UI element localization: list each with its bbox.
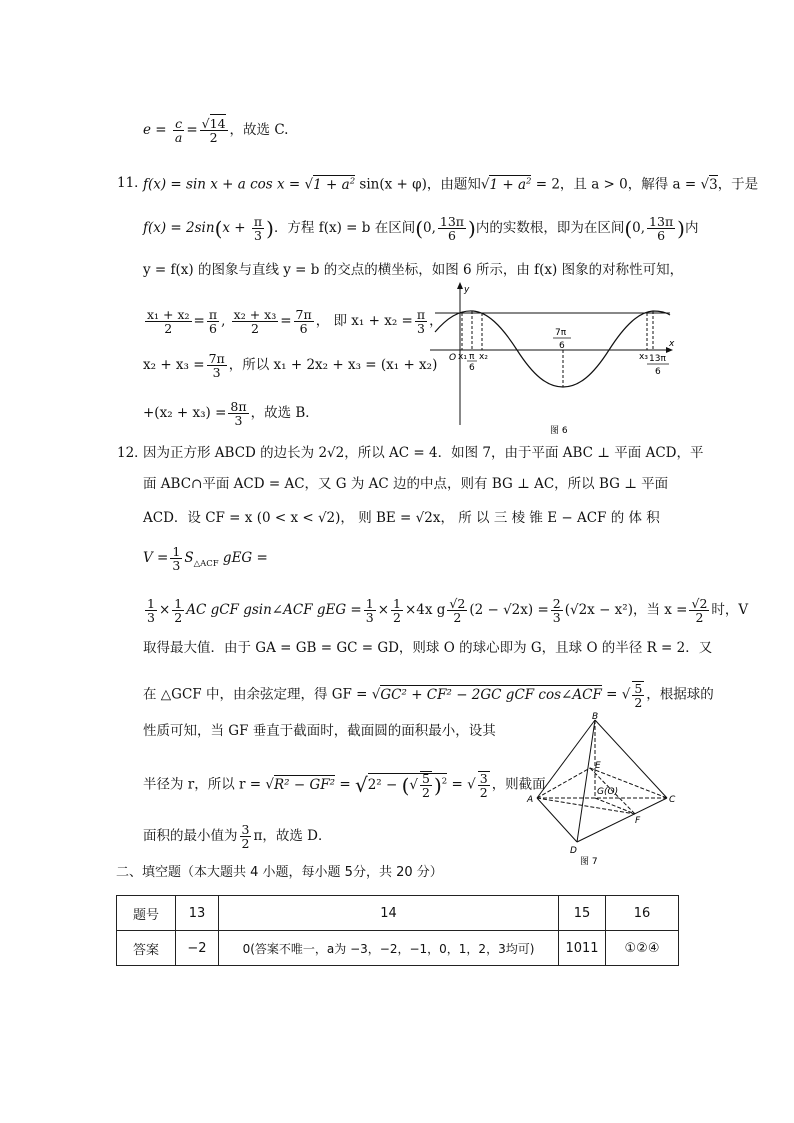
q12-line10 — [143, 823, 331, 850]
text: ， 即 x₁ + x₂ = — [315, 313, 413, 330]
denominator: 6 — [208, 321, 217, 337]
label-y: y — [464, 285, 470, 295]
text: x₂ + x₃ = — [143, 357, 205, 374]
label-F: F — [635, 816, 641, 826]
label-G: G(O) — [597, 787, 619, 797]
text: ， — [429, 313, 443, 330]
text: = — [193, 313, 205, 330]
text: f(x) = 2sin — [143, 220, 215, 237]
segment-GF — [595, 798, 635, 814]
radical: GC² + CF² − 2GC gCF cos∠ACF — [380, 686, 602, 703]
denominator: 2 — [241, 836, 250, 852]
text: 0, — [632, 220, 646, 237]
denominator: 2 — [422, 785, 430, 801]
figure-caption: 图 6 — [550, 426, 568, 436]
text: 0, — [423, 220, 436, 237]
label-E: E — [595, 761, 601, 771]
text: 内的实数根，即为在区间 — [475, 220, 625, 237]
numerator: 5 — [422, 771, 430, 786]
text: = — [335, 776, 355, 793]
numerator: 1 — [147, 596, 155, 611]
q12-line6: 取得最大值．由于 GA = GB = GC = GD，则球 O 的球心即为 G，且球 O 的半径 R = 2．又 — [143, 640, 713, 656]
fraction — [364, 597, 376, 624]
label-six3: 6 — [655, 367, 661, 377]
numerator: 1 — [172, 544, 181, 559]
label-C: C — [669, 795, 676, 805]
text: ，则截面 — [491, 776, 546, 793]
paren: ) — [468, 216, 476, 241]
section-title: 二、填空题（本大题共 4 小题，每小题 5分，共 20 分） — [116, 865, 443, 880]
table-cell: 1011 — [559, 931, 606, 966]
q12-line4 — [143, 545, 268, 572]
q12-line9: 半径为 r，所以 r = √R² − GF² = √2² − (√ $\frac{5}{2}$ )$^2$ = √ $\frac{3}{2}$ ，则截面 — [143, 771, 546, 801]
paren: ) — [677, 216, 685, 241]
radical: $1 + a^2$ — [313, 176, 356, 193]
text: +(x₂ + x₃) = — [143, 405, 227, 422]
numerator: x₁ + x₂ — [147, 307, 190, 322]
figure-caption: 图 7 — [580, 857, 598, 867]
text: sin(x + φ)，由题知 — [355, 176, 481, 193]
text: (√2x − x²)，当 x = — [564, 602, 688, 619]
text: x + — [222, 220, 250, 237]
paren: ( — [214, 216, 223, 241]
text: 面积的最小值为 — [143, 828, 238, 845]
text: gEG = — [218, 550, 268, 567]
fraction — [647, 215, 675, 242]
label-x1: x₁ — [458, 352, 467, 362]
label-13pi: 13π — [649, 354, 666, 364]
label-x: x — [669, 339, 675, 349]
denominator: 6 — [299, 321, 308, 337]
q12-line2: 面 ABC∩平面 ACD = AC，又 G 为 AC 边的中点，则有 BG ⊥ AC，所以 BG ⊥ 平面 — [143, 476, 669, 492]
numerator: 8π — [230, 399, 247, 414]
numerator: π — [208, 307, 218, 322]
fraction — [391, 597, 403, 624]
sine-curve — [435, 311, 670, 387]
table-cell: 16 — [606, 896, 679, 931]
numerator: √2 — [691, 596, 708, 611]
label-A: A — [527, 795, 534, 805]
text: , — [221, 313, 230, 330]
numerator: x₂ + x₃ — [233, 307, 277, 322]
label-six: 6 — [469, 363, 475, 373]
text: V = — [143, 550, 169, 567]
text: S — [184, 550, 194, 567]
fraction — [145, 597, 157, 624]
table-cell: 答案 — [117, 931, 176, 966]
line-eccentricity: e = $\frac{c}{a}$ = $\frac{√14}{2}$ ，故选 C. — [143, 116, 289, 146]
fraction — [145, 308, 192, 335]
segment-AF — [537, 798, 635, 814]
edge-AD — [537, 798, 577, 842]
numerator: c — [173, 117, 184, 131]
denominator: 2 — [209, 130, 218, 146]
q12-line7: 在 △GCF 中，由余弦定理，得 GF = √GC² + CF² − 2GC gCF cos∠ACF = √ $\frac{5}{2}$ ，根据球的 — [143, 681, 714, 711]
numerator: 2 — [552, 596, 561, 611]
figure-7 — [525, 710, 685, 870]
fraction — [207, 352, 227, 379]
table-cell: ①②④ — [606, 931, 679, 966]
text: ，故选 B． — [250, 405, 319, 422]
y-axis-arrow — [457, 282, 463, 289]
denominator: 2 — [164, 321, 173, 337]
fraction — [420, 771, 432, 799]
numerator: 3 — [479, 771, 488, 786]
denominator: 2 — [393, 610, 401, 626]
denominator: 3 — [365, 610, 374, 626]
table-cell: 14 — [219, 896, 559, 931]
text: = — [447, 776, 468, 793]
paren: ( — [415, 216, 424, 241]
radical: 2² − (√ $\frac{5}{2}$ )$^2$ — [367, 771, 448, 801]
denominator: 3 — [416, 321, 425, 337]
text: 1 + a — [489, 176, 527, 193]
denominator: 3 — [254, 228, 262, 244]
paren: ( — [401, 773, 410, 798]
denominator: a — [174, 130, 183, 146]
text: = — [280, 313, 292, 330]
text: ，根据球的 — [646, 686, 714, 703]
fraction — [170, 545, 182, 572]
table-cell: 题号 — [117, 896, 176, 931]
q11-line3: y = f(x) 的图象与直线 y = b 的交点的横坐标，如图 6 所示，由 f(x) 图象的对称性可知， — [143, 262, 684, 278]
paren: ( — [624, 216, 633, 241]
segment-AE — [537, 768, 590, 798]
text: AC gCF gsin∠ACF gEG = — [186, 602, 362, 619]
numerator: 13π — [649, 214, 674, 229]
paren: ) — [433, 773, 442, 798]
label-7pi: 7π — [555, 328, 567, 338]
fraction — [228, 400, 248, 427]
numerator: √14 — [201, 116, 226, 131]
label-x3: x₃ — [639, 352, 648, 362]
numerator: 3 — [241, 822, 250, 837]
text: f(x) = sin x + a cos x = — [143, 176, 305, 193]
figure-6 — [425, 280, 680, 440]
text: 在 △GCF 中，由余弦定理，得 GF = — [143, 686, 372, 703]
numerator: 1 — [393, 596, 401, 611]
text: × — [377, 602, 389, 619]
table-cell: 0(答案不唯一，a为 −3，−2，−1，0，1，2，3均可) — [219, 931, 559, 966]
denominator: 2 — [695, 610, 704, 626]
table-cell: 15 — [559, 896, 606, 931]
text: 内 — [684, 220, 699, 237]
table-row — [117, 931, 679, 966]
q11-number: 11． — [117, 175, 148, 191]
text: e = — [143, 122, 171, 139]
text: = — [601, 686, 622, 703]
edge-BD — [577, 720, 595, 842]
table-header-row — [117, 896, 679, 931]
label-pi: π — [469, 352, 475, 362]
table-cell: 13 — [176, 896, 219, 931]
q12-number: 12． — [117, 445, 148, 461]
fraction — [200, 117, 228, 144]
q12-line3: ACD．设 CF = x (0 < x < √2)， 则 BE = √2x， 所 以 三 棱 锥 E − ACF 的 体 积 — [143, 510, 660, 526]
label-origin: O — [449, 353, 457, 363]
denominator: 3 — [147, 610, 155, 626]
denominator: 2 — [174, 610, 183, 626]
q11-line2 — [143, 215, 698, 242]
text: ，所以 x₁ + 2x₂ + x₃ = (x₁ + x₂) — [228, 357, 438, 374]
numerator: 7π — [295, 307, 312, 322]
radical-sign: √ — [354, 773, 368, 798]
fraction — [478, 771, 490, 799]
numerator: 5 — [634, 681, 643, 696]
radical: $1 + a^2$ — [489, 176, 532, 193]
text: π，故选 D． — [253, 828, 332, 845]
superscript: 2 — [441, 776, 448, 787]
table-cell: −2 — [176, 931, 219, 966]
q11-line6 — [143, 400, 319, 427]
fraction — [252, 215, 264, 242]
q12-line1: 因为正方形 ABCD 的边长为 2√2，所以 AC = 4．如图 7，由于平面 ABC ⊥ 平面 ACD，平 — [143, 445, 704, 461]
denominator: 3 — [234, 413, 243, 429]
text: (2 − √2x) = — [469, 602, 549, 619]
fraction — [689, 597, 709, 624]
radicand: 14 — [209, 116, 226, 131]
numerator: 1 — [365, 596, 374, 611]
text: ，于是 — [717, 176, 759, 193]
edge-BA — [537, 720, 595, 798]
numerator: 1 — [174, 596, 183, 611]
fraction — [632, 681, 644, 709]
radical: R² − GF² — [274, 776, 336, 793]
fraction — [447, 597, 467, 624]
text: 半径为 r，所以 r = — [143, 776, 266, 793]
q11-line1: f(x) = sin x + a $\cos x = √1 + a^2$ sin(x + φ)，由题知$√1 + a^2 = 2$，且 a > 0，解得 a = √3，于是 — [143, 176, 759, 193]
denominator: 3 — [172, 558, 181, 574]
numerator: 7π — [208, 351, 225, 366]
q11-line5 — [143, 352, 437, 379]
text: 2² − — [367, 776, 402, 793]
numerator: 13π — [439, 214, 465, 229]
text: ，故选 C. — [229, 122, 289, 139]
text: ×4x g — [404, 602, 446, 619]
label-x2: x₂ — [479, 352, 488, 362]
text: ．方程 f(x) = b 在区间 — [273, 220, 416, 237]
fraction — [173, 117, 184, 144]
denominator: 2 — [453, 610, 462, 626]
radical: 3 — [709, 176, 718, 193]
denominator: 2 — [634, 695, 643, 711]
edge-CD — [577, 798, 667, 842]
subscript: △ACF — [193, 558, 219, 569]
paren: ) — [266, 216, 274, 241]
text: = 2，且 a > 0，解得 a = — [531, 176, 701, 193]
denominator: 6 — [657, 228, 666, 244]
label-B: B — [592, 712, 599, 722]
q12-line5 — [143, 597, 748, 624]
label-D: D — [570, 846, 577, 856]
q12-line8: 性质可知，当 GF 垂直于截面时，截面圆的面积最小，设其 — [143, 723, 496, 739]
denominator: 3 — [552, 610, 561, 626]
denominator: 3 — [212, 365, 221, 381]
fraction — [240, 823, 252, 850]
fraction — [232, 308, 279, 335]
numerator: π — [416, 307, 426, 322]
text: 1 + a — [313, 176, 350, 193]
fraction — [172, 597, 184, 624]
denominator: 6 — [447, 228, 456, 244]
fraction — [207, 308, 219, 335]
q11-line4 — [143, 308, 443, 335]
fraction — [551, 597, 563, 624]
denominator: 2 — [479, 785, 488, 801]
text: × — [158, 602, 171, 619]
fraction — [438, 215, 466, 242]
fraction — [294, 308, 314, 335]
denominator: 2 — [250, 321, 259, 337]
answer-table — [116, 895, 679, 966]
label-six2: 6 — [559, 341, 565, 351]
numerator: √2 — [449, 596, 466, 611]
numerator: π — [253, 214, 263, 229]
text: 时，V — [711, 602, 749, 619]
